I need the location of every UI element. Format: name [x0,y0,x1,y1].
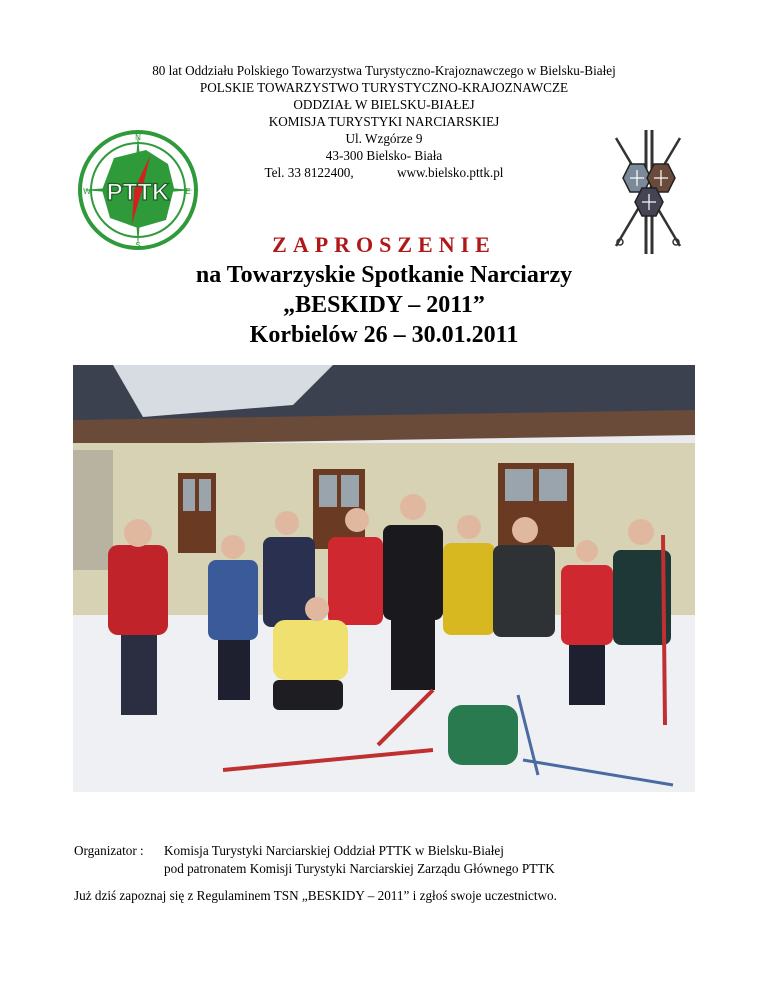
organizer-name: Komisja Turystyki Narciarskiej Oddział PTTK w Bielsku-Białej [164,843,504,858]
title-location-date: Korbielów 26 – 30.01.2011 [249,322,519,348]
compass-s: S [135,241,141,250]
street-address: Ul. Wzgórze 9 [345,131,423,146]
logo-text: PTTK [106,179,170,206]
postal-city: 43-300 Bielsko- Biała [325,148,443,163]
group-photo [73,365,695,792]
patronage-text: pod patronatem Komisji Turystyki Narciarskiej Zarządu Głównego PTTK [164,861,555,876]
organizer-label: Organizator : [74,843,144,858]
title-zaproszenie: ZAPROSZENIE [272,232,496,257]
compass-n: N [135,133,141,142]
phone-number: Tel. 33 8122400, [264,165,354,180]
compass-w: W [83,187,91,196]
title-event-name: na Towarzyskie Spotkanie Narciarzy [195,262,573,288]
invitation-title [0,230,768,350]
branch-name: ODDZIAŁ W BIELSKU-BIAŁEJ [293,97,475,112]
website-link[interactable]: www.bielsko.pttk.pl [397,165,504,180]
compass-e: E [185,187,191,196]
organizer-block [74,842,555,878]
title-event-brand: „BESKIDY – 2011” [283,292,485,318]
organization-name: POLSKIE TOWARZYSTWO TURYSTYCZNO-KRAJOZNAWCZE [199,80,569,95]
registration-note: Już dziś zapoznaj się z Regulaminem TSN „BESKIDY – 2011” i zgłoś swoje uczestnictwo. [74,888,557,903]
commission-name: KOMISJA TURYSTYKI NARCIARSKIEJ [268,114,500,129]
anniversary-line: 80 lat Oddziału Polskiego Towarzystwa Turystyczno-Krajoznawczego w Bielsku-Białej [152,63,616,78]
